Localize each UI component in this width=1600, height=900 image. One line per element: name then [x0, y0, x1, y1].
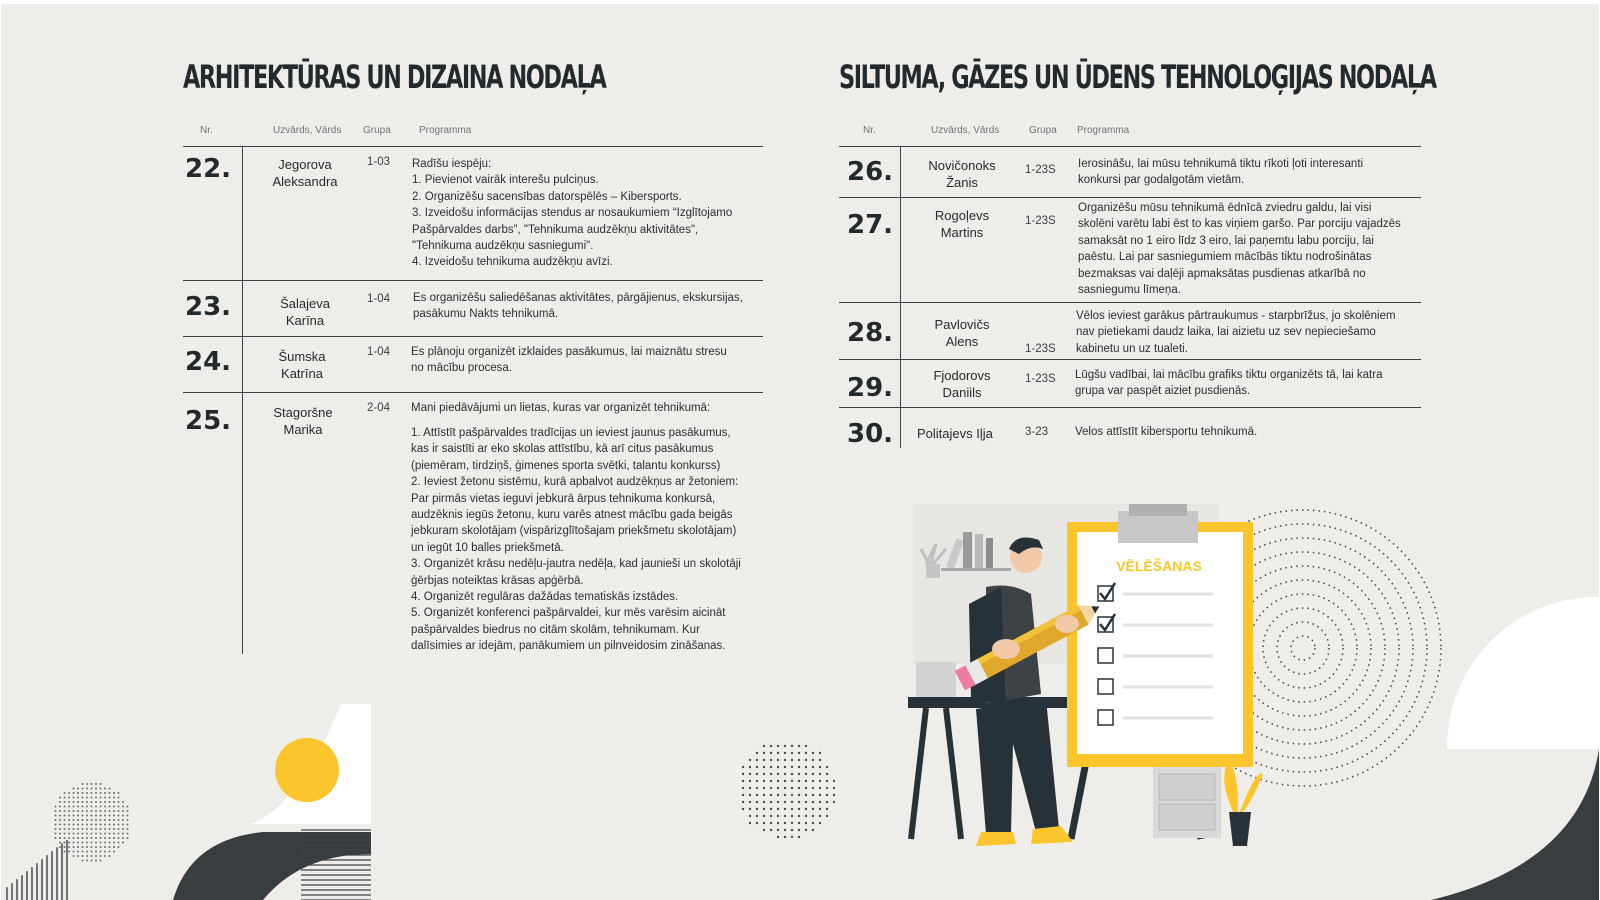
row-number: 23.	[185, 292, 232, 322]
left-department-heading: ARHITEKTŪRAS UN DIZAINA NODAĻA	[183, 58, 606, 96]
group-code: 3-23	[1025, 426, 1049, 438]
group-code: 2-04	[367, 402, 391, 414]
col-head-name: Uzvārds, Vārds	[931, 125, 1000, 136]
row-number: 22.	[185, 154, 232, 184]
student-name: Novičonoks Žanis	[928, 158, 996, 190]
clipboard-title: VĒLĒŠANAS	[1116, 558, 1202, 574]
col-head-group: Grupa	[363, 125, 391, 136]
row-number: 29.	[847, 373, 894, 403]
program-text: Lūgšu vadībai, lai mācību grafiks tiktu organizēts tā, lai katra grupa var paspēt aiziet pusdienās.	[1075, 369, 1383, 398]
col-head-program: Programma	[419, 125, 472, 136]
row-number: 25.	[185, 406, 232, 436]
student-name: Politajevs Iļja	[917, 426, 993, 441]
group-code: 1-04	[367, 293, 391, 305]
student-name: Šalajeva Karīna	[280, 296, 330, 328]
group-code: 1-04	[367, 346, 391, 358]
col-head-name: Uzvārds, Vārds	[273, 125, 342, 136]
right-department-heading: SILTUMA, GĀZES UN ŪDENS TEHNOLOĢIJAS NODAĻA	[839, 58, 1436, 96]
student-name: Rogoļevs Martins	[934, 208, 990, 240]
row-number: 26.	[847, 157, 894, 187]
election-illustration	[1, 4, 1599, 900]
row-number: 30.	[847, 419, 894, 449]
program-text: Vēlos ieviest garākus pārtraukumus - starpbrīžus, jo skolēniem nav pietiekami daudz laika, lai aizietu uz sev nepieciešamo kabinetu un uz tualeti.	[1076, 310, 1396, 355]
program-text: Es organizēšu saliedēšanas aktivitātes, pārgājienus, ekskursijas, pasākumu Nakts tehnikumā.	[413, 292, 743, 321]
student-name: Pavlovičs Alens	[934, 317, 990, 349]
program-intro: Mani piedāvājumi un lietas, kuras var organizēt tehnikumā:	[411, 402, 711, 414]
row-number: 28.	[847, 318, 894, 348]
program-text: Ierosināšu, lai mūsu tehnikumā tiktu rīkoti ļoti interesanti konkursi par godalgotām vietām.	[1078, 158, 1364, 187]
program-text: Velos attīstīt kibersportu tehnikumā.	[1075, 426, 1258, 438]
row-number: 27.	[847, 210, 894, 240]
student-name: Stagoršne Marika	[273, 405, 333, 437]
student-name: Fjodorovs Daniils	[933, 368, 991, 400]
group-code: 1-23S	[1025, 164, 1056, 176]
program-text: Es plānoju organizēt izklaides pasākumus, lai maiznātu stresu no mācību procesa.	[411, 346, 727, 375]
group-code: 1-23S	[1025, 343, 1056, 355]
col-head-group: Grupa	[1029, 125, 1057, 136]
student-name: Šumska Katrīna	[278, 349, 326, 381]
group-code: 1-23S	[1025, 373, 1056, 385]
program-text: Organizēšu mūsu tehnikumā ēdnīcā zviedru galdu, lai visi skolēni varētu labi ēst to kas viņiem garšo. Par porciju vajadzēs samaksāt no 1 eiro līdz 3 eiro, lai paņemtu labu porciju, lai paēstu. Lai par sasniegumiem mācībās tiktu nodrošinātas bezmaksas vai daļēji apmaksātas pusdienas atkarībā no sasniegumu līmeņa.	[1078, 202, 1401, 297]
program-text: 1. Attīstīt pašpārvaldes tradīcijas un ieviest jaunus pasākumus, kas ir saistīti ar eko skolas attīstību, kā arī citus pasākumus (piemēram, tirdziņš, ģimenes sporta svētki, talantu konkurss) 2. Ieviest žetonu sistēmu, kurā apbalvot audzēkņus ar žetoniem: Par pirmās vietas ieguvi jebkurā ārpus tehnikuma konkursā, audzēknis iegūs žetonu, kuru varēs atnest mācību gada beigās jebkuram skolotājam (vispārizglītošajam priekšmetu skolotājam) un iegūt 10 balles priekšmetā. 3. Organizēt krāsu nedēļu-jautra nedēļa, kad jaunieši un skolotāji ģērbjas noteiktas krāsas apģērbā. 4. Organizēt regulāras dažādas tematiskās izstādes. 5. Organizēt konferenci pašpārvaldei, kur mēs varēsim aicināt pašpārvaldes biedrus no citām skolām, tehnikumam. Kur dalīsimies ar idejām, panākumiem un pilnveidosim zināšanas.	[411, 427, 741, 653]
group-code: 1-23S	[1025, 215, 1056, 227]
col-head-nr: Nr.	[863, 125, 876, 136]
col-head-nr: Nr.	[200, 125, 213, 136]
col-head-program: Programma	[1077, 125, 1130, 136]
row-number: 24.	[185, 347, 232, 377]
student-name: Jegorova Aleksandra	[272, 157, 338, 189]
slide	[1, 4, 1599, 900]
group-code: 1-03	[367, 156, 391, 168]
program-text: Radīšu iespēju: 1. Pievienot vairāk interešu pulciņus. 2. Organizēšu sacensības datorspēlēs – Kibersports. 3. Izveidošu informācijas stendus ar nosaukumiem “Izglītojamo Pašpārvaldes darbs”, "Tehnikuma audzēkņu aktivitātes", "Tehnikuma audzēkņu sasniegumi". 4. Izveidošu tehnikuma audzēkņu avīzi.	[412, 158, 733, 269]
